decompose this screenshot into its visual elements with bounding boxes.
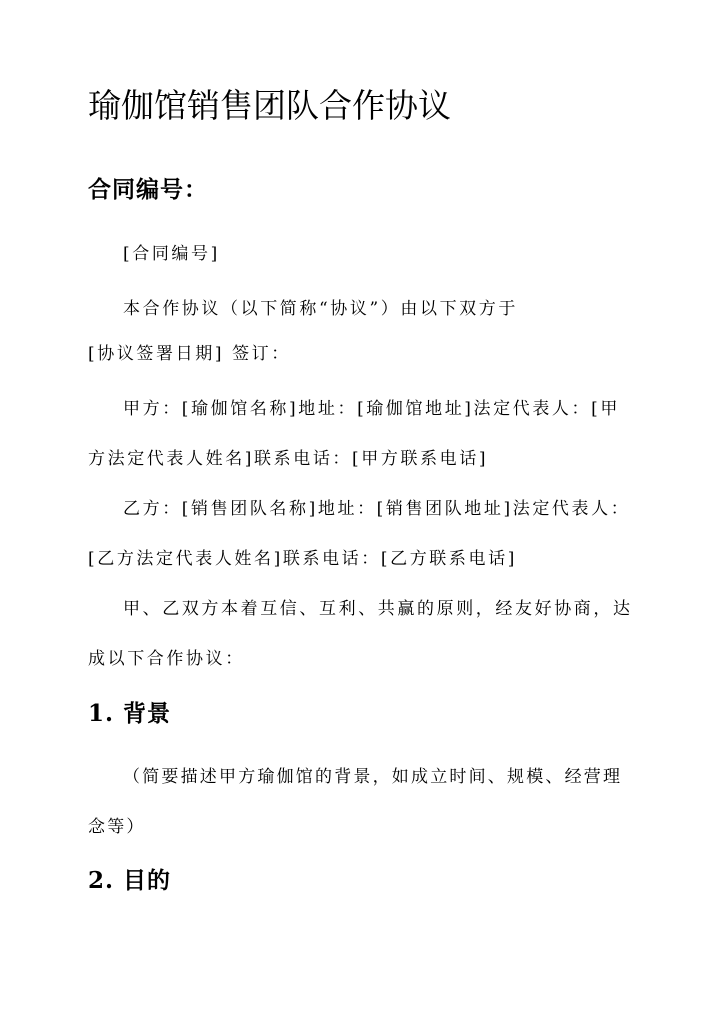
intro-line-2: [协议签署日期] 签订： [88,344,291,364]
principle-paragraph: 甲、乙双方本着互信、互利、共赢的原则，经友好协商，达成以下合作协议： [88,599,633,669]
intro-line-1: 本合作协议（以下简称“协议”）由以下双方于 [123,299,518,319]
contract-number-heading: 合同编号： [88,176,208,203]
document-title: 瑜伽馆销售团队合作协议 [88,86,451,125]
contract-number-placeholder: [合同编号] [123,244,220,264]
party-b-paragraph: 乙方：[销售团队名称]地址：[销售团队地址]法定代表人：[乙方法定代表人姓名]联系电话：[乙方联系电话] [88,499,631,569]
section-1-heading: 1. 背景 [88,700,172,727]
section-2-heading: 2. 目的 [88,867,172,894]
section-1-body: （简要描述甲方瑜伽馆的背景，如成立时间、规模、经营理念等） [88,767,623,837]
party-a-paragraph: 甲方：[瑜伽馆名称]地址：[瑜伽馆地址]法定代表人：[甲方法定代表人姓名]联系电话：[甲方联系电话] [88,399,620,469]
